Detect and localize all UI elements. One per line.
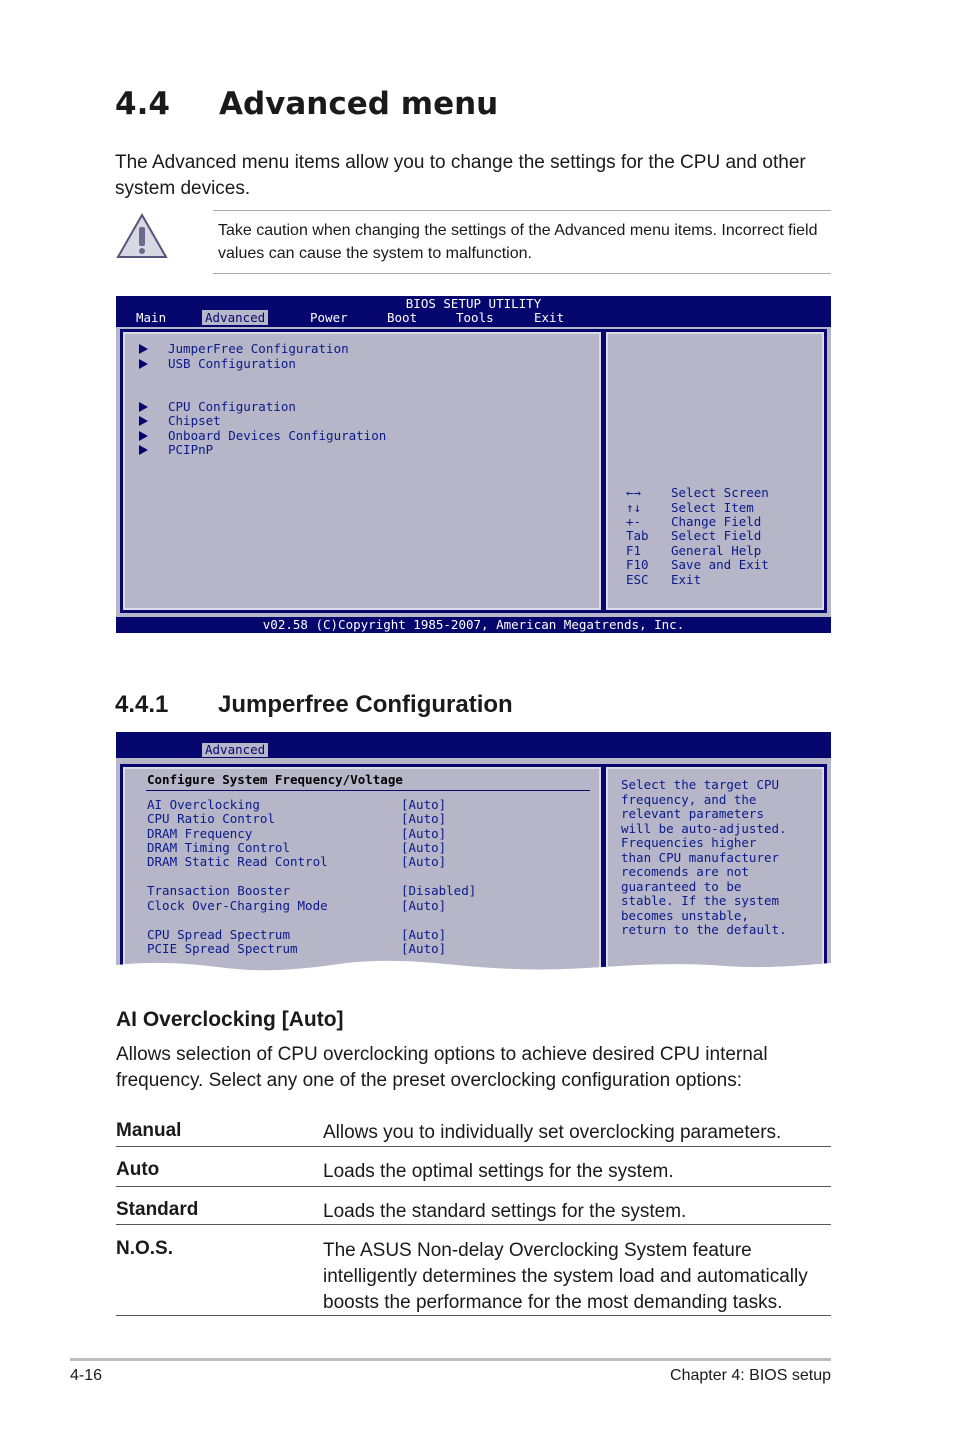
setting-description: Allows selection of CPU overclocking options to achieve desired CPU internal frequency. Select any one of the preset overclocking configuration options: bbox=[116, 1044, 768, 1091]
option-name: N.O.S. bbox=[116, 1238, 174, 1259]
option-row-standard bbox=[116, 1199, 831, 1225]
config-heading: Configure System Frequency/Voltage bbox=[147, 772, 403, 787]
intro-paragraph: The Advanced menu items allow you to change the settings for the CPU and other system devices. bbox=[115, 152, 806, 199]
section-number: 4.4 bbox=[115, 86, 170, 122]
bios-header bbox=[116, 296, 831, 327]
arrow-right-icon bbox=[139, 344, 148, 354]
setting-clock-over-charging-mode[interactable]: Clock Over-Charging Mode [Auto] bbox=[147, 898, 447, 913]
help-text: Select the target CPU frequency, and the relevant parameters will be auto-adjusted. Frequencies higher than CPU manufacturer recomends are not guaranteed to be stable. If the system becomes unstable, return to the default. bbox=[621, 777, 787, 937]
setting-title: AI Overclocking [Auto] bbox=[116, 1008, 344, 1031]
subsection-heading bbox=[115, 691, 513, 719]
menu-advanced[interactable]: Advanced bbox=[202, 310, 268, 325]
bios-header bbox=[116, 732, 831, 758]
arrow-right-icon bbox=[139, 416, 148, 426]
option-row-manual bbox=[116, 1120, 831, 1147]
setting-dram-frequency[interactable]: DRAM Frequency [Auto] bbox=[147, 826, 447, 841]
menu-power[interactable]: Power bbox=[310, 310, 348, 325]
bios-footer: v02.58 (C)Copyright 1985-2007, American Megatrends, Inc. bbox=[116, 617, 831, 633]
left-right-arrows-icon: ←→ bbox=[626, 485, 642, 500]
option-desc: The ASUS Non-delay Overclocking System feature intelligently determines the system load and automatically boosts the performance for the most demanding tasks. bbox=[323, 1240, 808, 1313]
chapter-label: Chapter 4: BIOS setup bbox=[670, 1367, 831, 1384]
menu-main[interactable]: Main bbox=[136, 310, 167, 325]
option-row-auto bbox=[116, 1159, 831, 1187]
bios-advanced-screen: BIOS SETUP UTILITY Main Advanced Power Boot Tools Exit JumperFree Configuration USB Configuration CPU Configuration Chipset Onboard Devices Configuration PCIPnP ←→ Select Screen ↑↓ Select Item +- Change Field Tab Select Field F1 General Help F10 Save and Exit ESC Exit v02.58 (C)Copyright 1985-2007, American Megatrends, Inc. bbox=[116, 296, 831, 633]
bios-title: BIOS SETUP UTILITY bbox=[405, 296, 542, 311]
option-name: Standard bbox=[116, 1199, 199, 1220]
subsection-title: Jumperfree Configuration bbox=[218, 691, 513, 718]
menu-tools[interactable]: Tools bbox=[456, 310, 494, 325]
menu-boot[interactable]: Boot bbox=[387, 310, 418, 325]
up-down-arrows-icon: ↑↓ bbox=[626, 500, 642, 515]
divider bbox=[146, 790, 590, 791]
option-desc: Loads the optimal settings for the system. bbox=[323, 1161, 674, 1182]
bios-jumperfree-screen bbox=[116, 732, 831, 989]
caution-icon bbox=[116, 212, 168, 260]
option-desc: Loads the standard settings for the system. bbox=[323, 1201, 687, 1222]
section-title: Advanced menu bbox=[219, 86, 499, 122]
caution-text: Take caution when changing the settings of the Advanced menu items. Incorrect field values can cause the system to malfunction. bbox=[218, 222, 818, 262]
setting-transaction-booster[interactable]: Transaction Booster [Disabled] bbox=[147, 883, 477, 898]
arrow-right-icon bbox=[139, 431, 148, 441]
page-number: 4-16 bbox=[70, 1367, 103, 1384]
arrow-right-icon bbox=[139, 359, 148, 369]
option-name: Auto bbox=[116, 1159, 160, 1180]
subsection-number: 4.4.1 bbox=[115, 691, 169, 718]
arrow-right-icon bbox=[139, 445, 148, 455]
torn-edge bbox=[116, 959, 831, 989]
section-heading bbox=[115, 86, 498, 122]
option-name: Manual bbox=[116, 1120, 182, 1141]
setting-dram-static-read-control[interactable]: DRAM Static Read Control [Auto] bbox=[147, 854, 447, 869]
footer-divider bbox=[70, 1358, 831, 1361]
menu-advanced[interactable]: Advanced bbox=[202, 743, 268, 757]
setting-dram-timing-control[interactable]: DRAM Timing Control [Auto] bbox=[147, 840, 447, 855]
setting-cpu-spread-spectrum[interactable]: CPU Spread Spectrum [Auto] bbox=[147, 927, 447, 942]
bios-menu-bar bbox=[116, 310, 831, 326]
setting-ai-overclocking[interactable]: AI Overclocking [Auto] bbox=[147, 797, 447, 812]
setting-pcie-spread-spectrum[interactable]: PCIE Spread Spectrum [Auto] bbox=[147, 941, 447, 956]
setting-cpu-ratio-control[interactable]: CPU Ratio Control [Auto] bbox=[147, 811, 447, 826]
arrow-right-icon bbox=[139, 402, 148, 412]
bios-main-panel bbox=[120, 329, 604, 613]
option-desc: Allows you to individually set overclocking parameters. bbox=[323, 1122, 782, 1143]
menu-exit[interactable]: Exit bbox=[534, 310, 565, 325]
option-row-nos bbox=[116, 1238, 831, 1316]
